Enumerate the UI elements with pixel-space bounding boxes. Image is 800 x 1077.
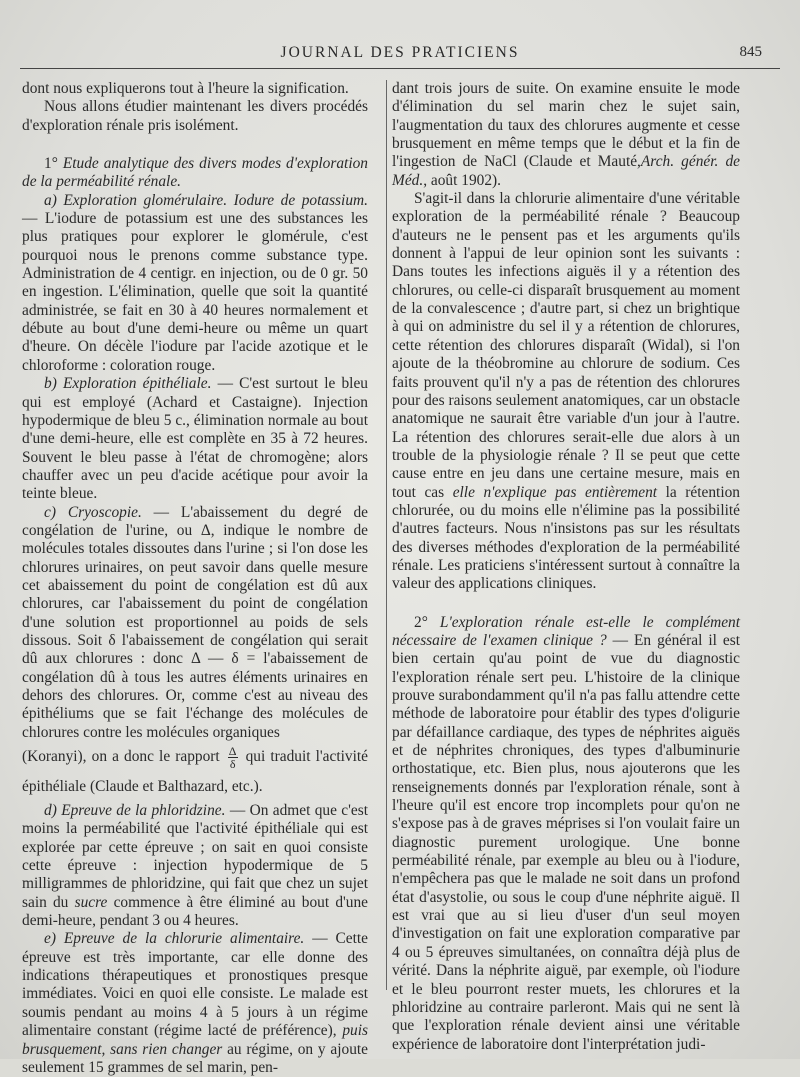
subsection-e: e) Epreuve de la chlorurie alimentaire. — Cette épreuve est très importante, car elle donne des indications thérapeutiques et pronostiques presque immédiates. Voici en quoi elle consiste. Le malade est soumis pendant au moins 4 à 5 jours à un régime alimentaire constant (régime lacté de préférence), puis brusquement, sans rien changer au régime, on y ajoute seulement 15 grammes de sel marin, pen- bbox=[22, 930, 368, 1076]
fraction-line: (Koranyi), on a donc le rapport $\frac{\Delta}{\delta}$ qui traduit l'activité épithéliale (Claude et Balthazard, etc.). bbox=[22, 744, 368, 796]
right-column bbox=[392, 80, 740, 1054]
section-heading: 1° Etude analytique des divers modes d'exploration de la perméabilité rénale. bbox=[22, 155, 368, 191]
paragraph: S'agit-il dans la chlorurie alimentaire d'une véritable exploration de la perméabilité rénale ? Beaucoup d'auteurs ne le pensent pas et les arguments qu'ils donnent à l'appui de leur opinion sont les suivants : Dans toutes les infections aiguës il y a rétention des chlorures, ou celle-ci disparaît brusquement au moment de la convalescence ; d'autre part, si chez un brightique à qui on administre du sel il y a rétention de chlorures, cette rétention des chlorures disparaît (Widal), si l'on ajoute de la théobromine au chlorure de sodium. Ces faits prouvent qu'il n'y a pas de rétention des chlorures pour des raisons seulement anatomiques, car un obstacle anatomique ne saurait être variable d'un jour à l'autre. La rétention des chlorures serait-elle due alors à un trouble de la physiologie rénale ? Il se peut que cette cause entre en jeu dans une certaine mesure, mais en tout cas elle n'explique pas entièrement la rétention chlorurée, ou du moins elle n'élimine pas la possibilité d'autres facteurs. Nous n'insistons pas sur les résultats des diverses méthodes d'exploration de la perméabilité rénale. Les praticiens s'intéressent surtout à connaître la valeur des applications cliniques. bbox=[392, 190, 740, 593]
subsection-c: c) Cryoscopie. — L'abaissement du degré de congélation de l'urine, ou Δ, indique le nombre de molécules totales dissoutes dans l'urine ; si l'on dose les chlorures urinaires, on peut savoir dans quelle mesure cet abaissement du point de congélation est dû aux chlorures, car l'abaissement du point de congélation d'une solution est proportionnel au poids de sels dissous. Soit δ l'abaissement de congélation qui serait dû aux chlorures : donc Δ — δ = l'abaissement de congélation dû à tous les autres éléments urinaires en dehors des chlorures. Or, comme c'est au niveau des épithéliums que se fait l'échange des molécules de chlorures contre les molécules organiques bbox=[22, 503, 368, 741]
paragraph: Nous allons étudier maintenant les divers procédés d'exploration rénale pris isolément. bbox=[22, 98, 368, 134]
subsection-title: Epreuve de la chlorurie alimentaire. bbox=[63, 930, 305, 948]
running-title: JOURNAL DES PRATICIENS bbox=[280, 44, 520, 61]
running-head bbox=[0, 44, 800, 68]
paragraph: dant trois jours de suite. On examine ensuite le mode d'élimination du sel marin chez le sujet sain, l'augmentation du taux des chlorures augmente et cesse brusquement en même temps que le début et la fin de l'ingestion de NaCl (Claude et Mauté,Arch. génér. de Méd., août 1902). bbox=[392, 80, 740, 189]
subsection-a: a) Exploration glomérulaire. Iodure de potassium. — L'iodure de potassium est une des substances les plus pratiques pour explorer le glomérule, c'est pourquoi nous le prenons comme substance type. Administration de 4 centigr. en injection, ou de 0 gr. 50 en ingestion. L'élimination, quelle que soit la quantité administrée, se fait en 30 à 40 heures normalement et débute au bout d'une demi-heure ou même un quart d'heure. On décèle l'iodure par l'acide azotique et le chloroforme : coloration rouge. bbox=[22, 191, 368, 374]
delta-ratio: $\frac{\Delta}{\delta}$ bbox=[228, 744, 237, 771]
column-divider bbox=[386, 80, 387, 990]
subsection-title: Exploration glomérulaire. Iodure de potassium. bbox=[63, 191, 368, 209]
subsection-title: Exploration épithéliale. bbox=[62, 375, 212, 393]
subsection-b: b) Exploration épithéliale. — C'est surtout le bleu qui est employé (Achard et Castaigne). Injection hypodermique de bleu 5 c., élimination normale au bout d'une demi-heure, elle est complète en 35 à 72 heures. Souvent le bleu passe à l'état de chromogène; alors chauffer avec un peu d'acide acétique pour avoir la teinte bleue. bbox=[22, 375, 368, 503]
subsection-d: d) Epreuve de la phloridzine. — On admet que c'est moins la perméabilité que l'activité épithéliale qui est explorée par cette épreuve ; on sait en quoi consiste cette épreuve : injection hypodermique de 5 milligrammes de phloridzine, qui fait que chez un sujet sain du sucre commence à être éliminé au bout d'une demi-heure, pendant 3 ou 4 heures. bbox=[22, 802, 369, 930]
header-rule bbox=[20, 68, 780, 69]
subsection-title: Epreuve de la phloridzine. bbox=[61, 802, 226, 820]
page-number: 845 bbox=[739, 44, 762, 60]
subsection-title: Cryoscopie. bbox=[67, 503, 142, 521]
left-column bbox=[22, 80, 368, 1077]
paragraph: dont nous expliquerons tout à l'heure la signification. bbox=[22, 80, 349, 97]
section-title: L'exploration rénale est-elle le complément nécessaire de l'examen clinique ? bbox=[392, 613, 740, 649]
section-title: Etude analytique des divers modes d'exploration de la perméabilité rénale. bbox=[22, 155, 368, 191]
reference: Arch. génér. de Méd. bbox=[392, 153, 740, 189]
section-heading-2: 2° L'exploration rénale est-elle le complément nécessaire de l'examen clinique ? — En général il est bien certain qu'au point de vue du diagnostic l'exploration rénale sert peu. L'histoire de la clinique prouve surabondamment qu'il n'a pas fallu attendre cette méthode de laboratoire pour établir des types d'oligurie par défaillance cardiaque, des types de néphrites aiguës et de néphrites chroniques, des types d'albuminurie orthostatique, etc. Bien plus, nous ajouterons que les renseignements donnés par l'exploration rénale, sont à l'heure qu'il est encore trop incomplets pour qu'on ne s'expose pas à de graves méprises si l'on voulait faire un diagnostic purement urologique. Une bonne perméabilité rénale, par exemple au bleu ou à l'iodure, n'empêchera pas que le malade ne soit dans un profond état d'asystolie, ou sous le coup d'une néphrite aiguë. Il est vrai que au si lieu d'user d'un seul moyen d'investigation on fait une exploration comparative par 4 ou 5 épreuves simultanées, on connaîtra déjà plus de vérité. Dans la néphrite aiguë, par exemple, où l'iodure et le bleu pourront rester muets, les chlorures et la phloridzine au contraire parleront. Mais qui ne sent là que l'exploration rénale devient ainsi une véritable expérience de laboratoire dont l'interprétation judi- bbox=[392, 613, 740, 1053]
